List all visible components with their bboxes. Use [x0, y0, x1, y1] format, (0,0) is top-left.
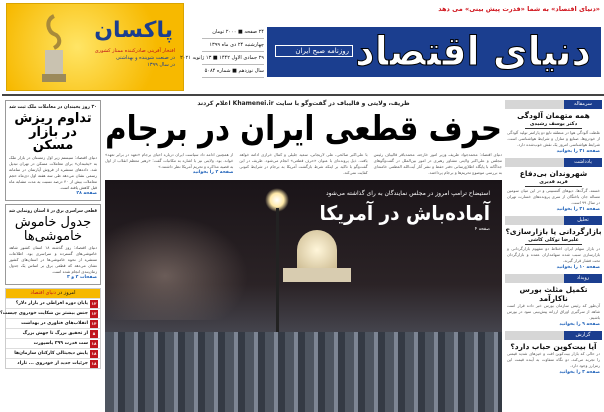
section-link[interactable]: صفحه ۳۱ را بخوانید	[556, 149, 600, 154]
index-item[interactable]	[6, 358, 100, 368]
right-section-note[interactable]	[505, 158, 602, 213]
page-badge: ۱۸	[91, 360, 97, 366]
slogan: «دنیای اقتصاد» به شما «قدرت پیش بینی» می دهد	[438, 5, 600, 13]
story-headline: تداوم ریزش در بازار مسکن	[14, 111, 92, 154]
main-column: از همچنین ادامه داد سیاست ایران درباره احیای برجام «تعهد در برابر تعهد» خواند. بود. ولایتی نیز با اشاره به مکاتبات گفت: «رهبر معظم انقلاب از اول به قضیه مذاکره و تحریم آمریکا نظر داشتند.»	[105, 152, 234, 169]
section-title: بازارگردانی یا بازارسازی؟	[505, 227, 602, 236]
section-body: در بازار سهام ایران اختلاط دو مفهوم بازارگردانی و بازارسازی سبب شده سهامداران عمده و بازارگردان تحت فشار قرار گیرند.	[507, 246, 600, 263]
story-headline: جدول خاموش خاموشی‌ها	[14, 214, 92, 244]
capitol-base	[283, 268, 351, 282]
index-item[interactable]	[6, 298, 100, 308]
story-kicker: ۳۰ روز یخبندان در معاملات ملک ثبت شد	[8, 104, 97, 110]
section-title: تکمیل مثلث بورس ناکارآمد	[519, 285, 588, 303]
main-link[interactable]: صفحه ۲ را بخوانید	[192, 170, 234, 175]
main-column: با علی‌اکبر صالحی، علی لاریجانی، سعید جلیلی و کمال خرازی ادامه خواهد یافت. ذیل پرونده‌ای با عنوان «حرف قطعی» انجام می‌شود. ظریف در این گفت‌وگو با تاکید بر اینکه شرط بازگشت آمریکا به برجام در شرایط کنونی کفایت نمی‌کند.	[239, 152, 368, 175]
section-title: شهروندان بی‌دفاع	[519, 169, 588, 178]
date-hijri-gregorian: ۲۹ جمادی الاول ۱۴۴۲ ■ ۱۳ ژانویه ۲۰۲۱	[202, 52, 264, 65]
date-persian: چهارشنبه ۲۴ دی ماه ۱۳۹۹	[202, 39, 264, 52]
page-badge: ۱۴	[91, 320, 97, 326]
photo-kicker: استیضاح ترامپ امروز در مجلس نمایندگان به رای گذاشته می‌شود	[326, 190, 490, 197]
main-headline: حرف قطعی ایران در برجام	[105, 109, 502, 149]
main-column: دنیای اقتصاد: محمدجواد ظریف وزیر امور خارجه، محمدباقر قالیباف رئیس مجلس و علی‌اکبر ولایتی مشاور رهبری در امور بین‌الملل در گفت‌وگوهای جداگانه با پایگاه اطلاع‌رسانی دفتر حفظ و نشر آثار آیت‌الله العظمی خامنه‌ای به بررسی موضوع تحریم‌ها و برجام پرداختند.	[373, 152, 502, 175]
section-title: آیا بیت‌کوین حباب دارد؟	[510, 342, 597, 351]
today-index	[0, 288, 101, 369]
section-label: گزارش	[564, 331, 602, 340]
story-link[interactable]: صفحه ۲۸	[76, 190, 97, 196]
right-column	[505, 100, 602, 412]
section-title: همه متهمان آلودگی	[517, 111, 590, 120]
issue-number: سال نوزدهم ■ شماره ۵۰۸۴	[202, 65, 264, 78]
advertisement[interactable]	[6, 3, 184, 91]
section-link[interactable]: صفحه ۳۱ را بخوانید	[556, 207, 600, 212]
index-text: پایش دیجیتالی کارکنان سازمان‌ها	[14, 351, 88, 357]
main-kicker: ظریف، ولایتی و قالیباف در گفت‌وگو با سایت Khamenei.ir اعلام کردند	[197, 100, 410, 107]
story-kicker: قطعی سراسری برق در ۸ استان رونمایی شد	[8, 207, 97, 214]
price: ۲۴ صفحه ■ ۲۰۰۰ تومان	[202, 26, 264, 39]
right-section-analysis[interactable]	[505, 216, 602, 271]
index-text: جزئیات جدید از خودروی ... تاراد	[17, 361, 88, 367]
left-story-housing[interactable]	[5, 100, 101, 201]
index-text: جنس بیشتر بن شکایت خودروی چیست؟	[0, 311, 88, 317]
index-text: ست قدرت ۲۹۹ یاسپورت	[33, 341, 88, 347]
tagline: روزنامه صبح ایران	[275, 45, 353, 57]
main-columns	[105, 152, 502, 176]
today-brand: دنیای اقتصاد	[30, 290, 57, 297]
newspaper-logo: دنیای اقتصاد	[355, 29, 591, 75]
today-title: امروز در	[57, 290, 76, 297]
section-author: دکتر یوسف رشیدی	[525, 121, 582, 129]
section-body: در حالی که بازار بیت‌کوین افت و خیزهای شدید قیمتی را تجربه می‌کند، دو نگاه متفاوت به آینده قیمت این رمزارز وجود دارد.	[507, 351, 600, 368]
section-body: خسته، گرگ‌ها، دیوهای آلتسبیتی و در این میان سومین مساله جان باختگان از سری پرونده‌های خسارت تهران در سال ۹۹ است.	[507, 188, 600, 205]
trophy-icon	[37, 12, 71, 84]
section-link[interactable]: صفحه ۱۰ را بخوانید	[556, 265, 600, 270]
index-text: انقلاب‌های فناوری در بهداشت	[21, 321, 88, 327]
capitol-dome	[297, 230, 337, 270]
section-label: تحلیل	[564, 216, 602, 225]
ad-line: در صنعت شوینده و بهداشتی	[116, 55, 175, 61]
index-item[interactable]	[0, 308, 100, 318]
photo-headline: آماده‌باش در آمریکا	[319, 201, 490, 225]
page-badge: ۱۲	[91, 310, 97, 316]
ad-brand: پاکسان	[94, 18, 173, 43]
index-text: پایان دوره افراطی در بازار دلار؟	[15, 301, 88, 307]
photo-page[interactable]: صفحه ۴	[474, 227, 490, 232]
page-badge: ۱۸	[91, 340, 97, 346]
divider	[2, 94, 604, 96]
section-link[interactable]: صفحه ۹ را بخوانید	[559, 322, 600, 327]
ad-line: در سال ۱۳۹۹	[147, 62, 175, 68]
section-body: آن‌طور که رئیس سازمان بورس خبر داده قرار است شاهد از سرگیری اوراق ارزانه پیش‌بینی سود در بورس باشیم.	[507, 303, 600, 320]
page-badge: ۱۲	[91, 300, 97, 306]
right-section-event[interactable]	[505, 274, 602, 328]
page-badge: ۱۸	[91, 350, 97, 356]
right-section-report[interactable]	[505, 331, 602, 376]
trees	[105, 210, 255, 320]
index-text: از تحقیق بزرگ تا جهش بزرگ	[22, 331, 88, 337]
section-label: رویداد	[564, 274, 602, 283]
left-story-power[interactable]	[5, 204, 101, 285]
section-label: یادداشت	[564, 158, 602, 167]
issue-info	[180, 26, 264, 78]
masthead	[267, 27, 601, 77]
section-author: فرید قدیری	[525, 179, 582, 187]
right-section-editorial[interactable]	[505, 100, 602, 155]
guard-troops	[105, 332, 502, 412]
lead-photo[interactable]	[105, 180, 502, 412]
story-body: دنیای اقتصاد: روز گذشته ۱۸ استان کشور شاهد خاموشی‌های گسترده و سراسری بود. اطلاعات منتشره از نحوه خاموشی‌ها در استان‌های کشور نشان می‌دهد که قطعی برق بر اساس یک جدول زمان‌بندی انجام شده است.	[9, 245, 97, 275]
section-label: سرمقاله	[564, 100, 602, 109]
main-story[interactable]	[105, 100, 502, 412]
index-item[interactable]	[6, 338, 100, 348]
ad-line: افتخار آفرینی صادرکننده ممتاز کشوری	[94, 48, 175, 54]
story-body: دنیای اقتصاد: سیستم زیر اول زمستان در بازار ملک به «یخبندان» برای معاملات مسکن در تهران تبدیل شد. داده‌های منتشره از فروش آپارتمان در سامانه رسمی نشان می‌دهد طی سه هفته اول دی‌ماه حجم معاملات بیش از ۴۰ درصد نسبت به مدت مشابه ماه قبل کاهش یافته است.	[9, 154, 97, 190]
section-author: علیرضا توکلی کاشی	[525, 237, 582, 245]
section-link[interactable]: صفحه ۳ را بخوانید	[559, 370, 600, 375]
index-item[interactable]	[6, 328, 100, 338]
index-item[interactable]	[6, 318, 100, 328]
page-badge: ۵	[90, 330, 98, 338]
section-body: غلظت آلودگی هوا در منطقه تابع دو پارامتر تولید آلودگی از خودروها، صنایع و منازل و شرایط هواشناسی است. شرایط هواشناسی امروز یک نقش خوب‌شده دارد.	[507, 130, 600, 147]
index-item[interactable]	[6, 348, 100, 358]
left-column	[0, 100, 101, 412]
story-link[interactable]: صفحات ۲ و ۳	[66, 275, 97, 281]
